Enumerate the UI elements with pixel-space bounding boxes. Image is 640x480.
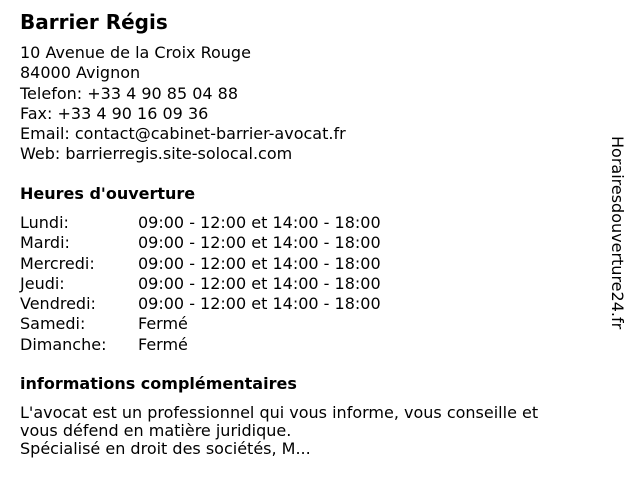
hours-day: Mardi:: [20, 233, 70, 253]
hours-day: Lundi:: [20, 213, 69, 232]
additional-info-heading: informations complémentaires: [20, 374, 297, 393]
hours-row-saturday: [20, 314, 381, 334]
hours-time: 09:00 - 12:00 et 14:00 - 18:00: [138, 213, 381, 232]
opening-hours-heading: Heures d'ouverture: [20, 184, 196, 203]
phone-number: Telefon: +33 4 90 85 04 88: [20, 83, 239, 103]
hours-day: Jeudi:: [20, 273, 65, 293]
site-watermark: Horairesdouverture24.fr: [608, 136, 627, 330]
hours-row-thursday: [20, 274, 381, 294]
hours-day: Vendredi:: [20, 294, 96, 314]
hours-time: Fermé: [138, 314, 188, 334]
opening-hours-table: [20, 213, 381, 355]
website-url: Web: barrierregis.site-solocal.com: [20, 144, 293, 164]
hours-time: 09:00 - 12:00 et 14:00 - 18:00: [138, 294, 381, 314]
email-address: Email: contact@cabinet-barrier-avocat.fr: [20, 124, 346, 144]
business-name: Barrier Régis: [20, 10, 168, 34]
hours-row-wednesday: [20, 254, 381, 274]
additional-info-text: L'avocat est un professionnel qui vous informe, vous conseille et vous défend en matière juridique. Spécialisé en droit des sociétés, M...: [20, 403, 539, 458]
hours-day: Mercredi:: [20, 253, 95, 273]
hours-time: 09:00 - 12:00 et 14:00 - 18:00: [138, 253, 381, 273]
hours-day: Samedi:: [20, 314, 86, 334]
address-street: 10 Avenue de la Croix Rouge: [20, 43, 251, 62]
contact-block: [20, 43, 346, 165]
hours-row-monday: [20, 213, 381, 233]
hours-time: 09:00 - 12:00 et 14:00 - 18:00: [138, 233, 381, 253]
hours-day: Dimanche:: [20, 334, 107, 354]
hours-time: Fermé: [138, 334, 188, 354]
hours-row-friday: [20, 294, 381, 314]
hours-row-sunday: [20, 335, 381, 355]
hours-time: 09:00 - 12:00 et 14:00 - 18:00: [138, 273, 381, 293]
address-city: 84000 Avignon: [20, 63, 141, 83]
fax-number: Fax: +33 4 90 16 09 36: [20, 103, 209, 123]
hours-row-tuesday: [20, 233, 381, 253]
